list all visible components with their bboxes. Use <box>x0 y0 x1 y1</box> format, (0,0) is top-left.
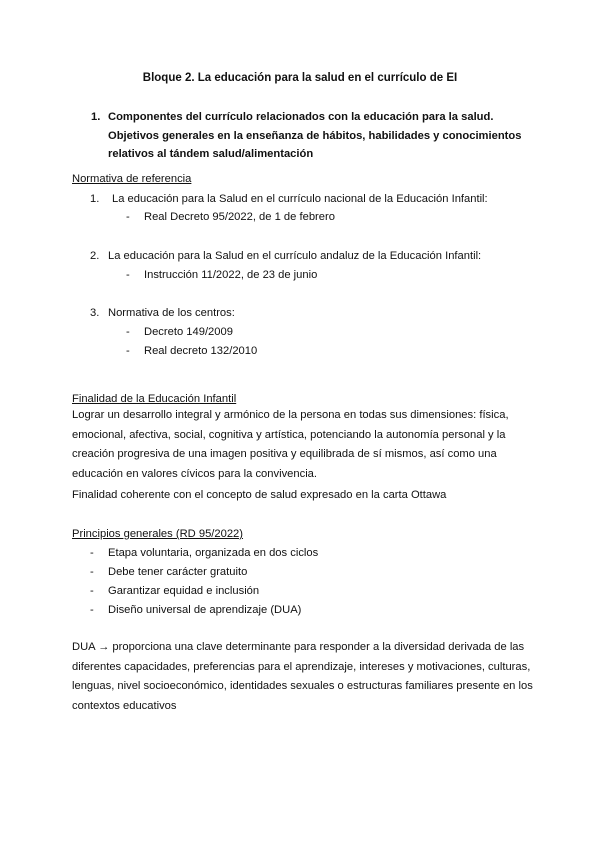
normativa-item-number-3: 3. <box>90 307 100 319</box>
principios-item-2: Debe tener carácter gratuito <box>108 566 248 578</box>
finalidad-heading: Finalidad de la Educación Infantil <box>72 393 237 405</box>
list-bullet: - <box>90 547 94 559</box>
dua-paragraph: DUA → proporciona una clave determinante para responder a la diversidad derivada de las diferentes capacidades, preferencias para el aprendizaje, intereses y motivaciones, culturas, lenguas, nivel socioeconómico, identidades sexuales o estructuras familiares presente en los contextos educativos <box>72 641 533 712</box>
normativa-item-text-2: La educación para la Salud en el currículo andaluz de la Educación Infantil: <box>108 250 482 262</box>
normativa-item-text-3: Normativa de los centros: <box>108 307 235 319</box>
list-bullet: - <box>126 345 130 357</box>
normativa-subitem-3-1: Decreto 149/2009 <box>144 326 233 338</box>
normativa-item-number-1: 1. <box>90 193 100 205</box>
principios-item-3: Garantizar equidad e inclusión <box>108 585 260 597</box>
document-title: Bloque 2. La educación para la salud en el currículo de EI <box>142 72 458 84</box>
normativa-subitem-3-2: Real decreto 132/2010 <box>144 345 258 357</box>
section-number: 1. <box>91 111 101 123</box>
list-bullet: - <box>126 269 130 281</box>
principios-item-1: Etapa voluntaria, organizada en dos ciclos <box>108 547 319 559</box>
list-bullet: - <box>90 585 94 597</box>
principios-item-4: Diseño universal de aprendizaje (DUA) <box>108 604 302 616</box>
finalidad-note: Finalidad coherente con el concepto de salud expresado en la carta Ottawa <box>72 489 447 501</box>
list-bullet: - <box>126 211 130 223</box>
section-heading-text: Componentes del currículo relacionados con la educación para la salud. Objetivos generales en la enseñanza de hábitos, habilidades y conocimientos relativos al tándem salud/alimentación <box>108 111 522 160</box>
normativa-subitem-1-1: Real Decreto 95/2022, de 1 de febrero <box>144 211 335 223</box>
normativa-item-number-2: 2. <box>90 250 100 262</box>
finalidad-paragraph: Lograr un desarrollo integral y armónico de la persona en todas sus dimensiones: física, emocional, afectiva, social, cognitiva y artística, potenciando la autonomía personal y la creación progresiva de una imagen positiva y equilibrada de sí mismos, así como una educación en valores cívicos para la convivencia. <box>72 409 509 480</box>
list-bullet: - <box>90 566 94 578</box>
normativa-heading: Normativa de referencia <box>72 173 192 185</box>
normativa-item-text-1: La educación para la Salud en el currículo nacional de la Educación Infantil: <box>112 193 488 205</box>
list-bullet: - <box>90 604 94 616</box>
normativa-subitem-2-1: Instrucción 11/2022, de 23 de junio <box>144 269 318 281</box>
principios-heading: Principios generales (RD 95/2022) <box>72 528 244 540</box>
list-bullet: - <box>126 326 130 338</box>
